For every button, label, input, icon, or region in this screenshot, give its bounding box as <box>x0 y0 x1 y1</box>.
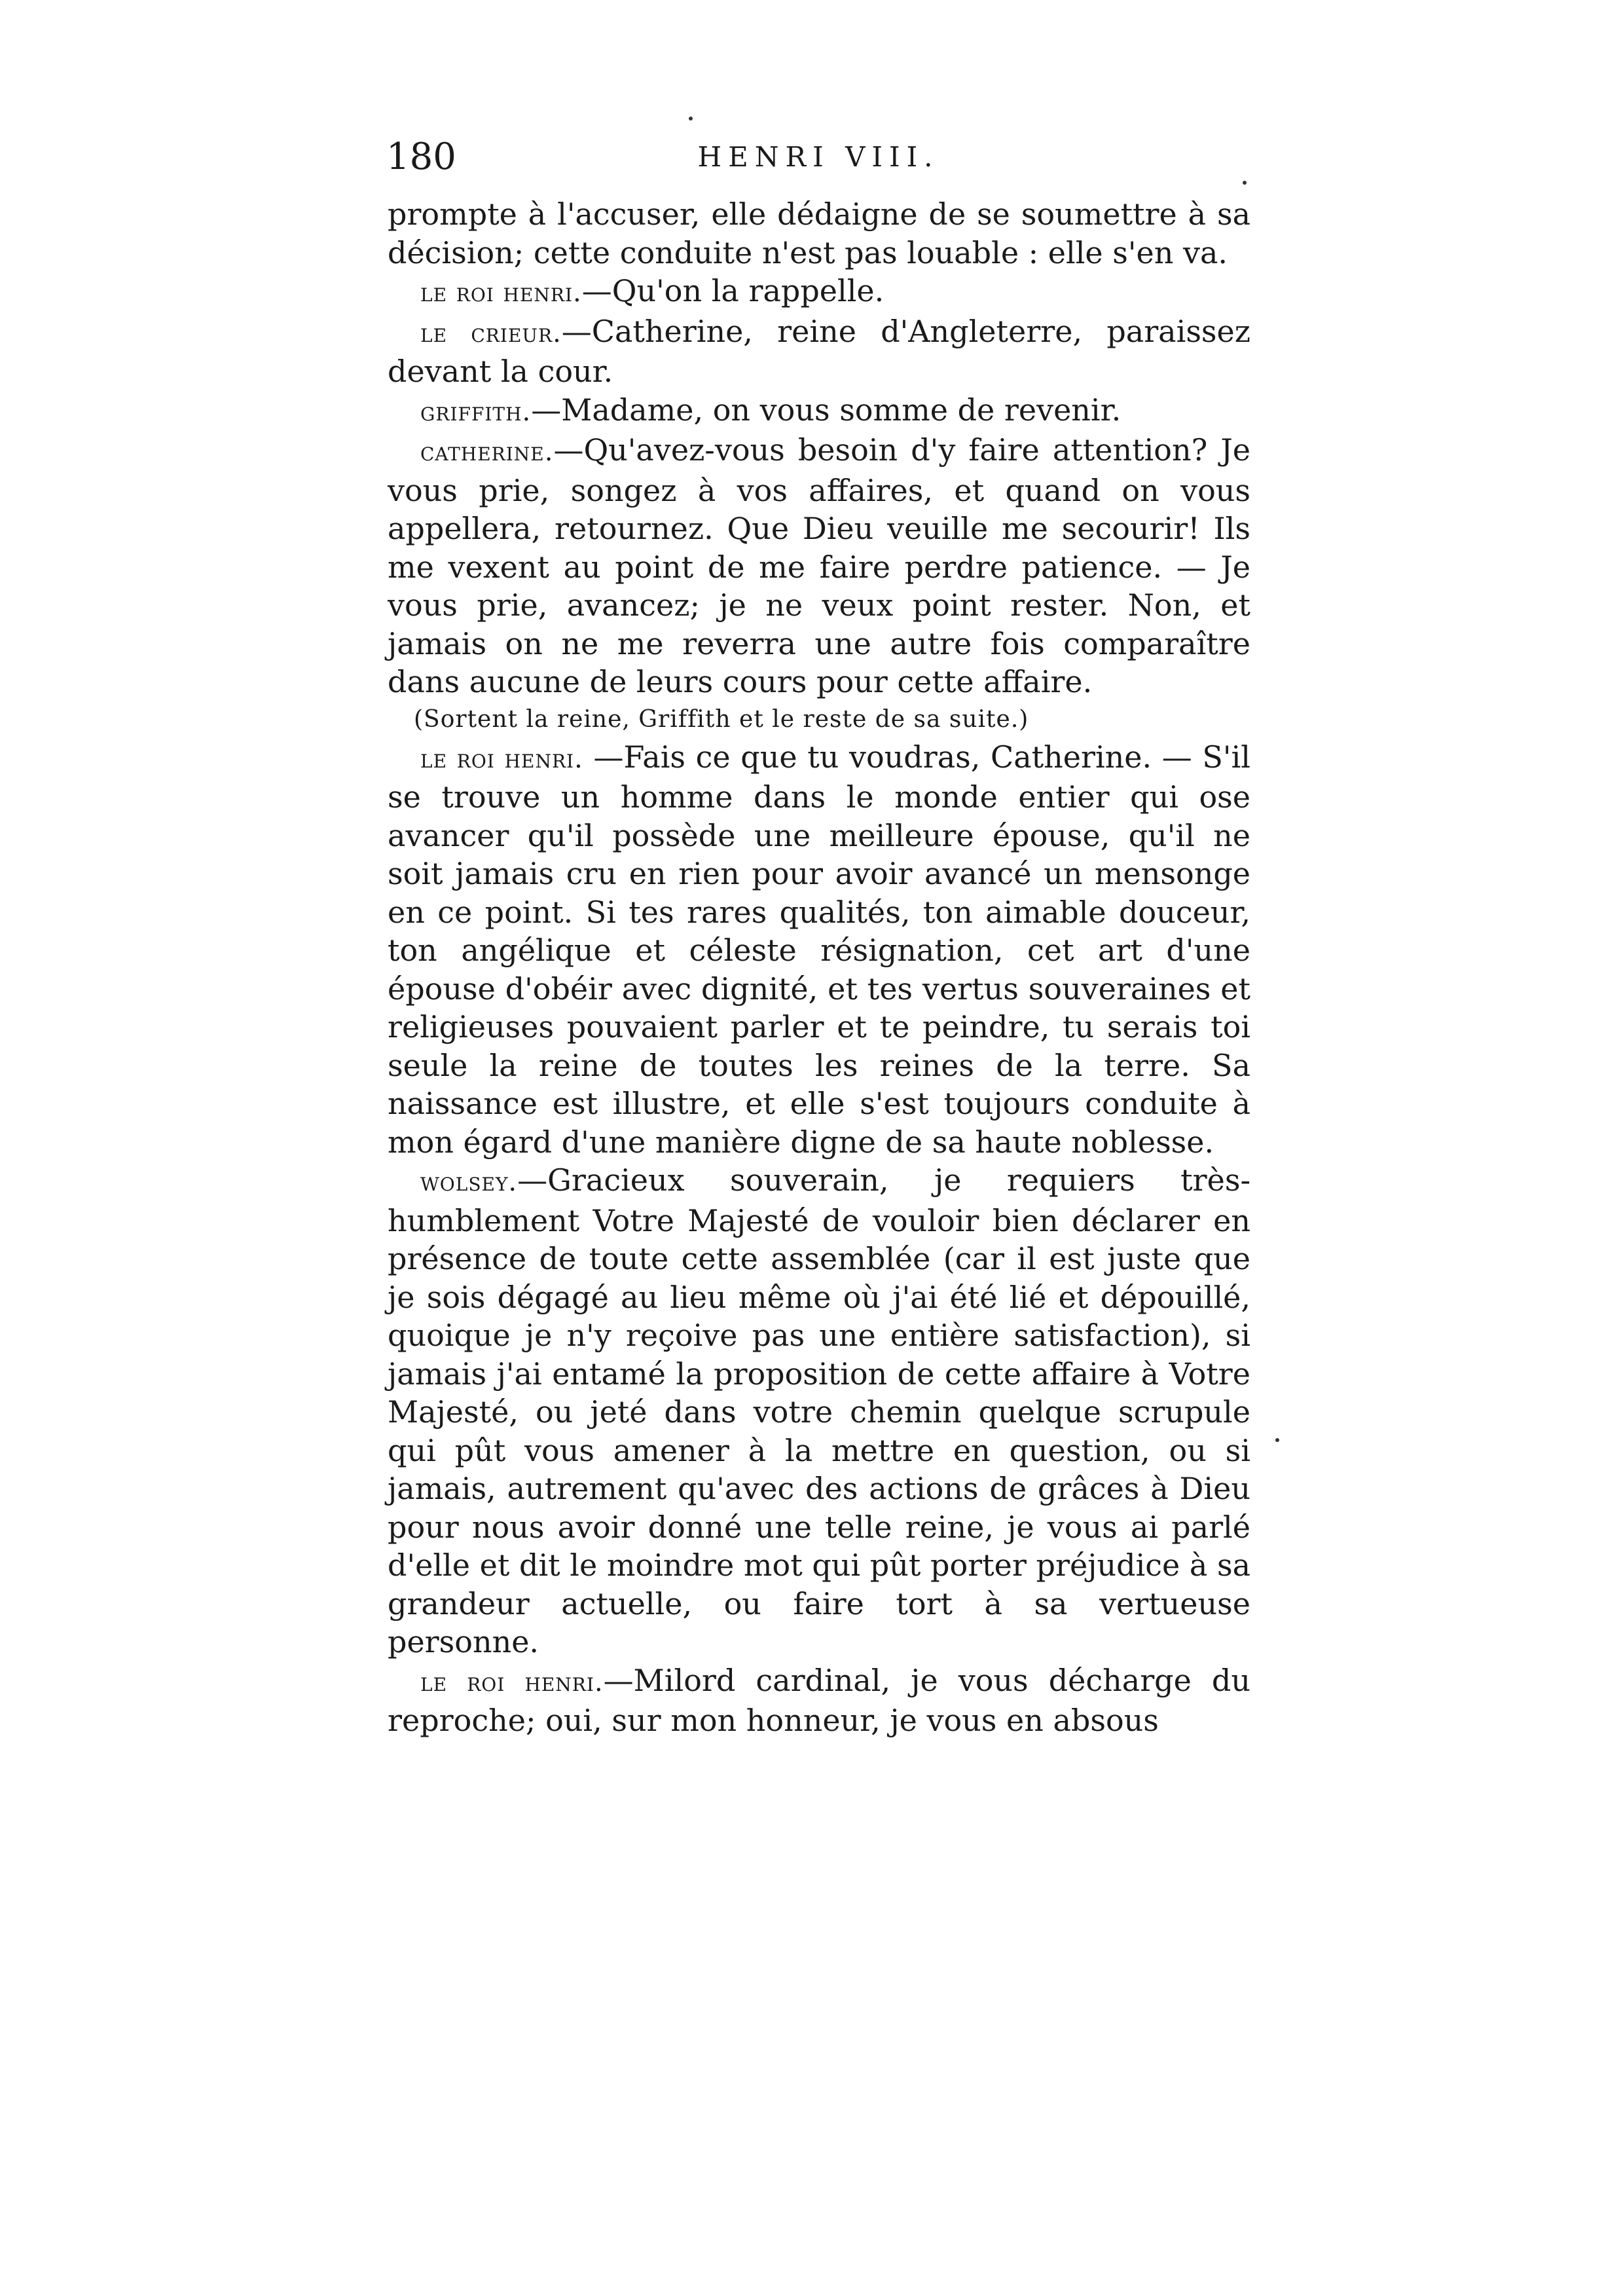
stage-direction: (Sortent la reine, Griffith et le reste de sa suite.) <box>414 705 1029 733</box>
speaker-name: le roi henri. <box>420 278 582 308</box>
dialogue-text: —Catherine, reine d'Angleterre, paraissez devant la cour. <box>388 313 1250 389</box>
dialogue-text: —Gracieux souverain, je requiers très-humblement Votre Majesté de vouloir bien déclarer en présence de toute cette assemblée (car il est juste que je sois dégagé au lieu même où j'ai été lié et dépouillé, quoique je n'y reçoive pas une entière satisfaction), si jamais j'ai entamé la proposition de cette affaire à Votre Majesté, ou jeté dans votre chemin quelque scrupule qui pût vous amener à la mettre en question, ou si jamais, autrement qu'avec des actions de grâces à Dieu pour nous avoir donné une telle reine, je vous ai parlé d'elle et dit le moindre mot qui pût porter préjudice à sa grandeur actuelle, ou faire tort à sa vertueuse personne. <box>388 1162 1250 1659</box>
speaker-name: le crieur. <box>420 318 562 348</box>
dialogue-text: —Qu'avez-vous besoin d'y faire attention? Je vous prie, songez à vos affaires, et quand on vous appellera, retournez. Que Dieu veuille me secourir! Ils me vexent au point de me faire perdre patience. — Je vous prie, avancez; je ne veux point rester. Non, et jamais on ne me reverra une autre fois comparaître dans aucune de leurs cours pour cette affaire. <box>388 432 1250 699</box>
dialogue-text: —Qu'on la rappelle. <box>581 273 884 308</box>
page-header <box>386 134 1250 180</box>
speaker-name: le roi henri. <box>420 743 583 774</box>
dialogue-line <box>388 431 1250 701</box>
speaker-name: catherine. <box>420 437 554 467</box>
speaker-name: le roi henri. <box>420 1667 604 1697</box>
running-title: HENRI VIII. <box>697 141 939 173</box>
body-text <box>388 195 1250 1740</box>
page-number: 180 <box>386 136 456 178</box>
paragraph-text: prompte à l'accuser, elle dédaigne de se soumettre à sa décision; cette conduite n'est pas louable : elle s'en va. <box>388 196 1250 270</box>
print-speck <box>1275 1438 1279 1442</box>
paragraph-continuation <box>388 195 1250 272</box>
dialogue-text: —Milord cardinal, je vous décharge du reproche; oui, sur mon honneur, je vous en absous <box>388 1662 1250 1738</box>
speaker-name: wolsey. <box>420 1167 518 1197</box>
dialogue-line <box>388 738 1250 1162</box>
dialogue-line <box>388 391 1250 432</box>
speaker-name: griffith. <box>420 396 532 427</box>
print-speck <box>689 117 693 120</box>
print-speck <box>1243 181 1247 185</box>
dialogue-line <box>388 1161 1250 1661</box>
dialogue-text: —Madame, on vous somme de revenir. <box>531 392 1122 428</box>
dialogue-line <box>388 312 1250 391</box>
dialogue-line <box>388 1661 1250 1740</box>
dialogue-text: —Fais ce que tu voudras, Catherine. — S'il se trouve un homme dans le monde entier qui ose avancer qu'il possède une meilleure épouse, qu'il ne soit jamais cru en rien pour avoir avancé un mensonge en ce point. Si tes rares qualités, ton aimable douceur, ton angélique et céleste résignation, cet art d'une épouse d'obéir avec dignité, et tes vertus souveraines et religieuses pouvaient parler et te peindre, tu serais toi seule la reine de toutes les reines de la terre. Sa naissance est illustre, et elle s'est toujours conduite à mon égard d'une manière digne de sa haute noblesse. <box>388 739 1251 1160</box>
dialogue-line <box>388 272 1250 312</box>
